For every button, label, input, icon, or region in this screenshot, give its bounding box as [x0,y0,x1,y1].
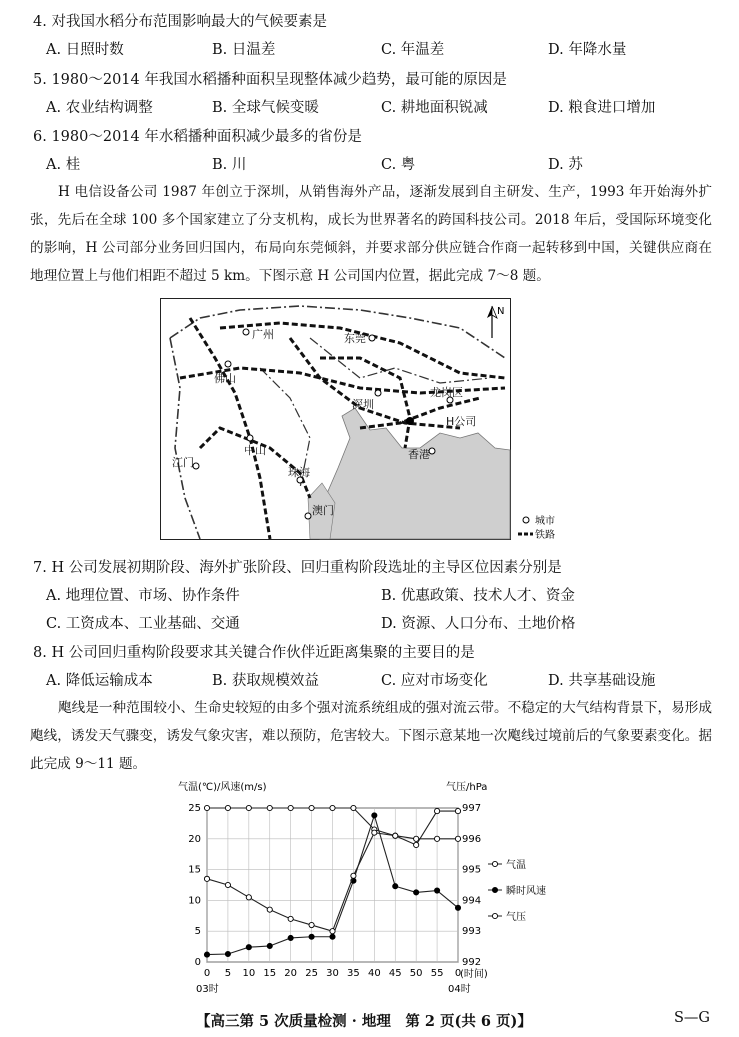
pressure-point [455,808,460,813]
pressure-point [330,929,335,934]
page-footer: 【高三第 5 次质量检测 · 地理 第 2 页(共 6 页)】 [196,1013,532,1030]
y-left-tick-label: 15 [188,864,201,876]
wind-speed-point [330,934,335,939]
q6-stem: 6. 1980～2014 年水稻播种面积减少最多的省份是 [33,129,362,145]
x-tick-label: 40 [367,968,381,979]
temperature-legend-label: 气温 [506,860,526,871]
q4-stem: 4. 对我国水稻分布范围影响最大的气候要素是 [33,14,327,30]
x-tick-label: 30 [326,968,339,979]
pressure-point [246,895,251,900]
q6-option-b: B. 川 [212,157,247,173]
wind-speed-point [225,951,230,956]
x-tick-label: 0 [203,968,211,979]
squall-line-weather-chart [170,780,570,998]
q7-option-b: B. 优惠政策、技术人才、资金 [381,588,575,604]
x-tick-label: 35 [347,968,360,979]
right-axis-label: 气压/hPa [446,782,488,793]
x-tick-label: 45 [388,968,402,979]
temperature-point [204,805,209,810]
q5-option-a: A. 农业结构调整 [46,100,153,116]
pressure-point [351,873,356,878]
x-tick-label: 50 [409,968,423,979]
q6-option-c: C. 粤 [381,157,416,173]
x-tick-label: 10 [242,968,256,979]
y-left-tick-label: 0 [194,957,201,968]
temperature-point [267,805,272,810]
temperature-point [434,836,439,841]
y-right-tick-label: 994 [462,895,482,907]
wind-speed-point [246,945,251,950]
q8-option-d: D. 共享基础设施 [548,673,656,689]
y-right-tick-label: 997 [462,803,482,814]
y-right-tick-label: 992 [462,957,482,968]
passage-h-company: H 电信设备公司 1987 年创立于深圳，从销售海外产品，逐渐发展到自主研发、生产，1993 年开始海外扩张，先后在全球 100 多个国家建立了分支机构，成长为世界著名的跨国科技公司。2018 年后，受国际环境变化的影响，H 公司部分业务回归国内，布局向东莞倾斜，并要求部分供应链合作商一起转移到中国，关键供应商在地理位置上与他们相距不超过 5 km。下图示意 H 公司国内位置，据此完成 7～8 题。 [30,184,712,284]
temperature-point [246,805,251,810]
city-guangzhou: 广州 [252,328,274,341]
wind-speed-point [414,890,419,895]
temperature-point [455,836,460,841]
pressure-point [393,833,398,838]
q7-option-c: C. 工资成本、工业基础、交通 [46,616,240,632]
x-tick-label: 0 [454,968,462,979]
city-hongkong: 香港 [408,448,430,461]
map-legend [518,514,555,540]
x-tick-label: 55 [430,968,444,979]
wind-speed-legend-marker [492,887,497,892]
pressure-point [414,842,419,847]
city-h-company: H公司 [446,415,477,428]
q7-option-d: D. 资源、人口分布、土地价格 [381,616,576,632]
legend-rail: 铁路 [535,530,555,540]
q4-option-c: C. 年温差 [381,42,445,58]
q5-option-b: B. 全球气候变暖 [212,100,319,116]
q4-option-d: D. 年降水量 [548,42,627,58]
pressure-point [288,916,293,921]
q4-option-a: A. 日照时数 [46,42,124,58]
h-company-location-map [160,298,576,540]
city-jiangmen: 江门 [172,456,194,469]
city-macau: 澳门 [312,504,334,517]
y-left-tick-label: 20 [188,833,201,845]
q8-option-a: A. 降低运输成本 [46,673,153,689]
pressure-point [309,922,314,927]
city-longgang: 龙岗区 [430,386,463,399]
start-time-label: 03时 [196,984,219,995]
x-tick-label: 15 [263,968,277,979]
pressure-point [267,907,272,912]
q6-option-d: D. 苏 [548,157,583,173]
wind-speed-point [455,905,460,910]
wind-speed-point [434,888,439,893]
end-time-label: 04时 [448,984,471,995]
wind-speed-point [372,813,377,818]
pressure-point [225,882,230,887]
x-tick-label: 5 [224,968,232,979]
city-zhuhai: 珠海 [288,466,310,479]
q5-stem: 5. 1980～2014 年我国水稻播种面积呈现整体减少趋势，最可能的原因是 [33,72,507,88]
city-shenzhen: 深圳 [352,398,374,411]
legend-city: 城市 [535,516,555,527]
q5-option-d: D. 粮食进口增加 [548,100,656,116]
temperature-point [225,805,230,810]
y-left-tick-label: 25 [188,803,201,814]
wind-speed-point [288,935,293,940]
y-left-tick-label: 5 [194,926,201,938]
temperature-legend-marker [492,861,497,866]
pressure-legend-label: 气压 [506,912,526,923]
north-label: N [497,306,505,317]
pressure-point [434,808,439,813]
paper-code: S—G [674,1010,711,1026]
pressure-point [372,830,377,835]
city-dongguan: 东莞 [344,332,366,345]
y-left-tick-label: 10 [188,895,201,907]
wind-speed-point [393,884,398,889]
wind-speed-point [267,943,272,948]
temperature-point [414,836,419,841]
temperature-point [330,805,335,810]
temperature-point [309,805,314,810]
legend-city-icon [523,517,529,523]
temperature-point [351,805,356,810]
city-foshan: 佛山 [214,372,236,385]
x-tick-label: 25 [305,968,318,979]
y-right-tick-label: 993 [462,926,482,938]
q4-option-b: B. 日温差 [212,42,276,58]
pressure-legend-marker [492,913,497,918]
q5-option-c: C. 耕地面积锐减 [381,100,488,116]
x-tick-label: 20 [284,968,298,979]
left-axis-label: 气温(℃)/风速(m/s) [178,782,267,793]
temperature-point [288,805,293,810]
city-zhongshan: 中山 [244,444,266,457]
q7-stem: 7. H 公司发展初期阶段、海外扩张阶段、回归重构阶段选址的主导区位因素分别是 [33,560,562,576]
y-right-tick-label: 995 [462,864,482,876]
wind-speed-point [309,934,314,939]
q8-stem: 8. H 公司回归重构阶段要求其关键合作伙伴近距离集聚的主要目的是 [33,645,475,661]
pressure-point [204,876,209,881]
q7-option-a: A. 地理位置、市场、协作条件 [46,588,240,604]
passage-squall-line: 飑线是一种范围较小、生命史较短的由多个强对流系统组成的强对流云带。不稳定的大气结构背景下，易形成飑线，诱发天气骤变，诱发气象灾害，难以预防，危害较大。下图示意某地一次飑线过境前后的气象要素变化。据此完成 9～11 题。 [30,700,712,772]
q8-option-c: C. 应对市场变化 [381,673,488,689]
q8-option-b: B. 获取规模效益 [212,673,319,689]
wind-speed-point [204,952,209,957]
wind-speed-legend-label: 瞬时风速 [506,886,546,897]
q6-option-a: A. 桂 [46,157,81,173]
x-axis-unit: (时间) [460,969,488,980]
y-right-tick-label: 996 [462,833,482,845]
